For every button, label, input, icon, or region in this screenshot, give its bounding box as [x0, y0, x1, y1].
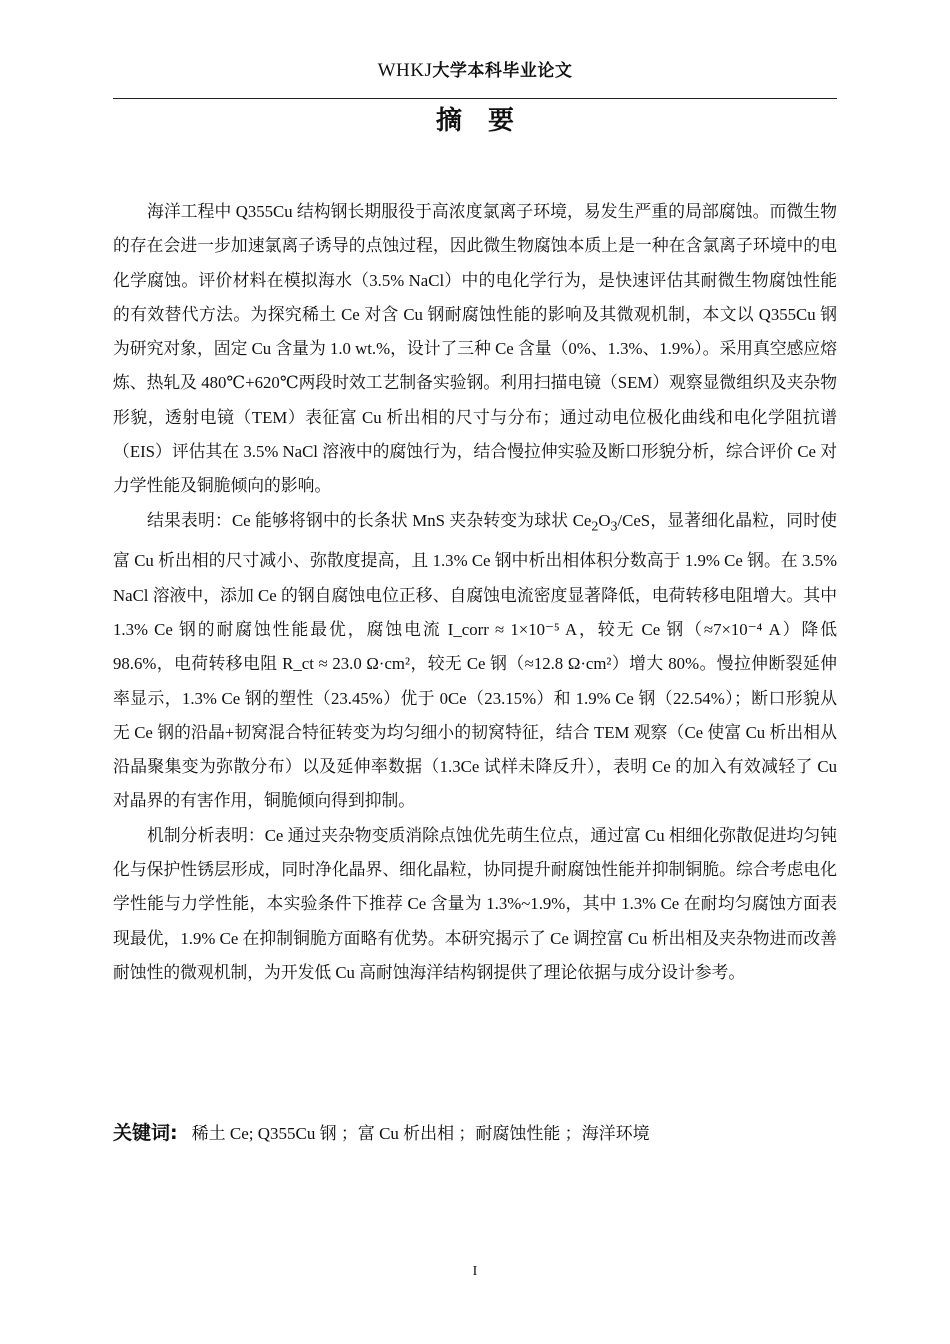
- running-header: [113, 56, 837, 82]
- abstract-paragraph-2: [113, 504, 837, 819]
- keywords-line: [113, 1118, 837, 1149]
- formula-rest: /CeS: [617, 510, 651, 530]
- header-rule: [113, 98, 837, 99]
- keywords-label: 关键词:: [113, 1122, 178, 1144]
- page-number: I: [472, 1264, 478, 1279]
- chemical-formula: [572, 510, 651, 535]
- paragraph-2-rest: ，显著细化晶粒，同时使富 Cu 析出相的尺寸减小、弥散度提高，且 1.3% Ce 钢中析出相体积分数高于 1.9% Ce 钢。在 3.5% NaCl 溶液中，添加 Ce 的钢自腐蚀电位正移、自腐蚀电流密度显著降低，电荷转移电阻增大。其中 1.3% Ce 钢的耐腐蚀性能最优，腐蚀电流 I_corr ≈ 1×10⁻⁵ A，较无 Ce 钢（≈7×10⁻⁴ A）降低 98.6%，电荷转移电阻 R_ct ≈ 23.0 Ω·cm²，较无 Ce 钢（≈12.8 Ω·cm²）增大 80%。慢拉伸断裂延伸率显示，1.3% Ce 钢的塑性（23.45%）优于 0Ce（23.15%）和 1.9% Ce 钢（22.54%）；断口形貌从无 Ce 钢的沿晶+韧窝混合特征转变为均匀细小的韧窝特征，结合 TEM 观察（Ce 使富 Cu 析出相从沿晶聚集变为弥散分布）以及延伸率数据（1.3Ce 试样未降反升），表明 Ce 的加入有效减轻了 Cu 对晶界的有害作用，铜脆倾向得到抑制。: [113, 510, 837, 811]
- formula-subscript-ce: 2: [591, 519, 599, 535]
- keywords-text: 稀土 Ce; Q355Cu 钢 ；富 Cu 析出相 ；耐腐蚀性能 ；海洋环境: [191, 1124, 650, 1143]
- paragraph-2-lead: 结果表明：Ce 能够将钢中的长条状 MnS 夹杂转变为球状: [147, 510, 573, 530]
- abstract-paragraph-3: 机制分析表明：Ce 通过夹杂物变质消除点蚀优先萌生位点，通过富 Cu 相细化弥散促进均匀钝化与保护性锈层形成，同时净化晶界、细化晶粒，协同提升耐腐蚀性能并抑制铜脆。综合考虑电化学性能与力学性能，本实验条件下推荐 Ce 含量为 1.3%~1.9%，其中 1.3% Ce 在耐均匀腐蚀方面表现最优，1.9% Ce 在抑制铜脆方面略有优势。本研究揭示了 Ce 调控富 Cu 析出相及夹杂物进而改善耐蚀性的微观机制，为开发低 Cu 高耐蚀海洋结构钢提供了理论依据与成分设计参考。: [113, 825, 837, 982]
- formula-ce: Ce: [572, 510, 592, 530]
- header-code: WHKJ: [377, 60, 433, 81]
- header-university-label: 大学本科毕业论文: [432, 61, 573, 81]
- formula-o: O: [598, 510, 611, 530]
- abstract-body: [113, 195, 837, 990]
- abstract-paragraph-1: 海洋工程中 Q355Cu 结构钢长期服役于高浓度氯离子环境，易发生严重的局部腐蚀。而微生物的存在会进一步加速氯离子诱导的点蚀过程，因此微生物腐蚀本质上是一种在含氯离子环境中的电化学腐蚀。评价材料在模拟海水（3.5% NaCl）中的电化学行为，是快速评估其耐微生物腐蚀性能的有效替代方法。为探究稀土 Ce 对含 Cu 钢耐腐蚀性能的影响及其微观机制，本文以 Q355Cu 钢为研究对象，固定 Cu 含量为 1.0 wt.%，设计了三种 Ce 含量（0%、1.3%、1.9%）。采用真空感应熔炼、热轧及 480℃+620℃两段时效工艺制备实验钢。利用扫描电镜（SEM）观察显微组织及夹杂物形貌，透射电镜（TEM）表征富 Cu 析出相的尺寸与分布；通过动电位极化曲线和电化学阻抗谱（EIS）评估其在 3.5% NaCl 溶液中的腐蚀行为，结合慢拉伸实验及断口形貌分析，综合评价 Ce 对力学性能及铜脆倾向的影响。: [113, 202, 837, 496]
- page-title: 摘要: [435, 106, 540, 136]
- formula-subscript-o: 3: [610, 519, 618, 535]
